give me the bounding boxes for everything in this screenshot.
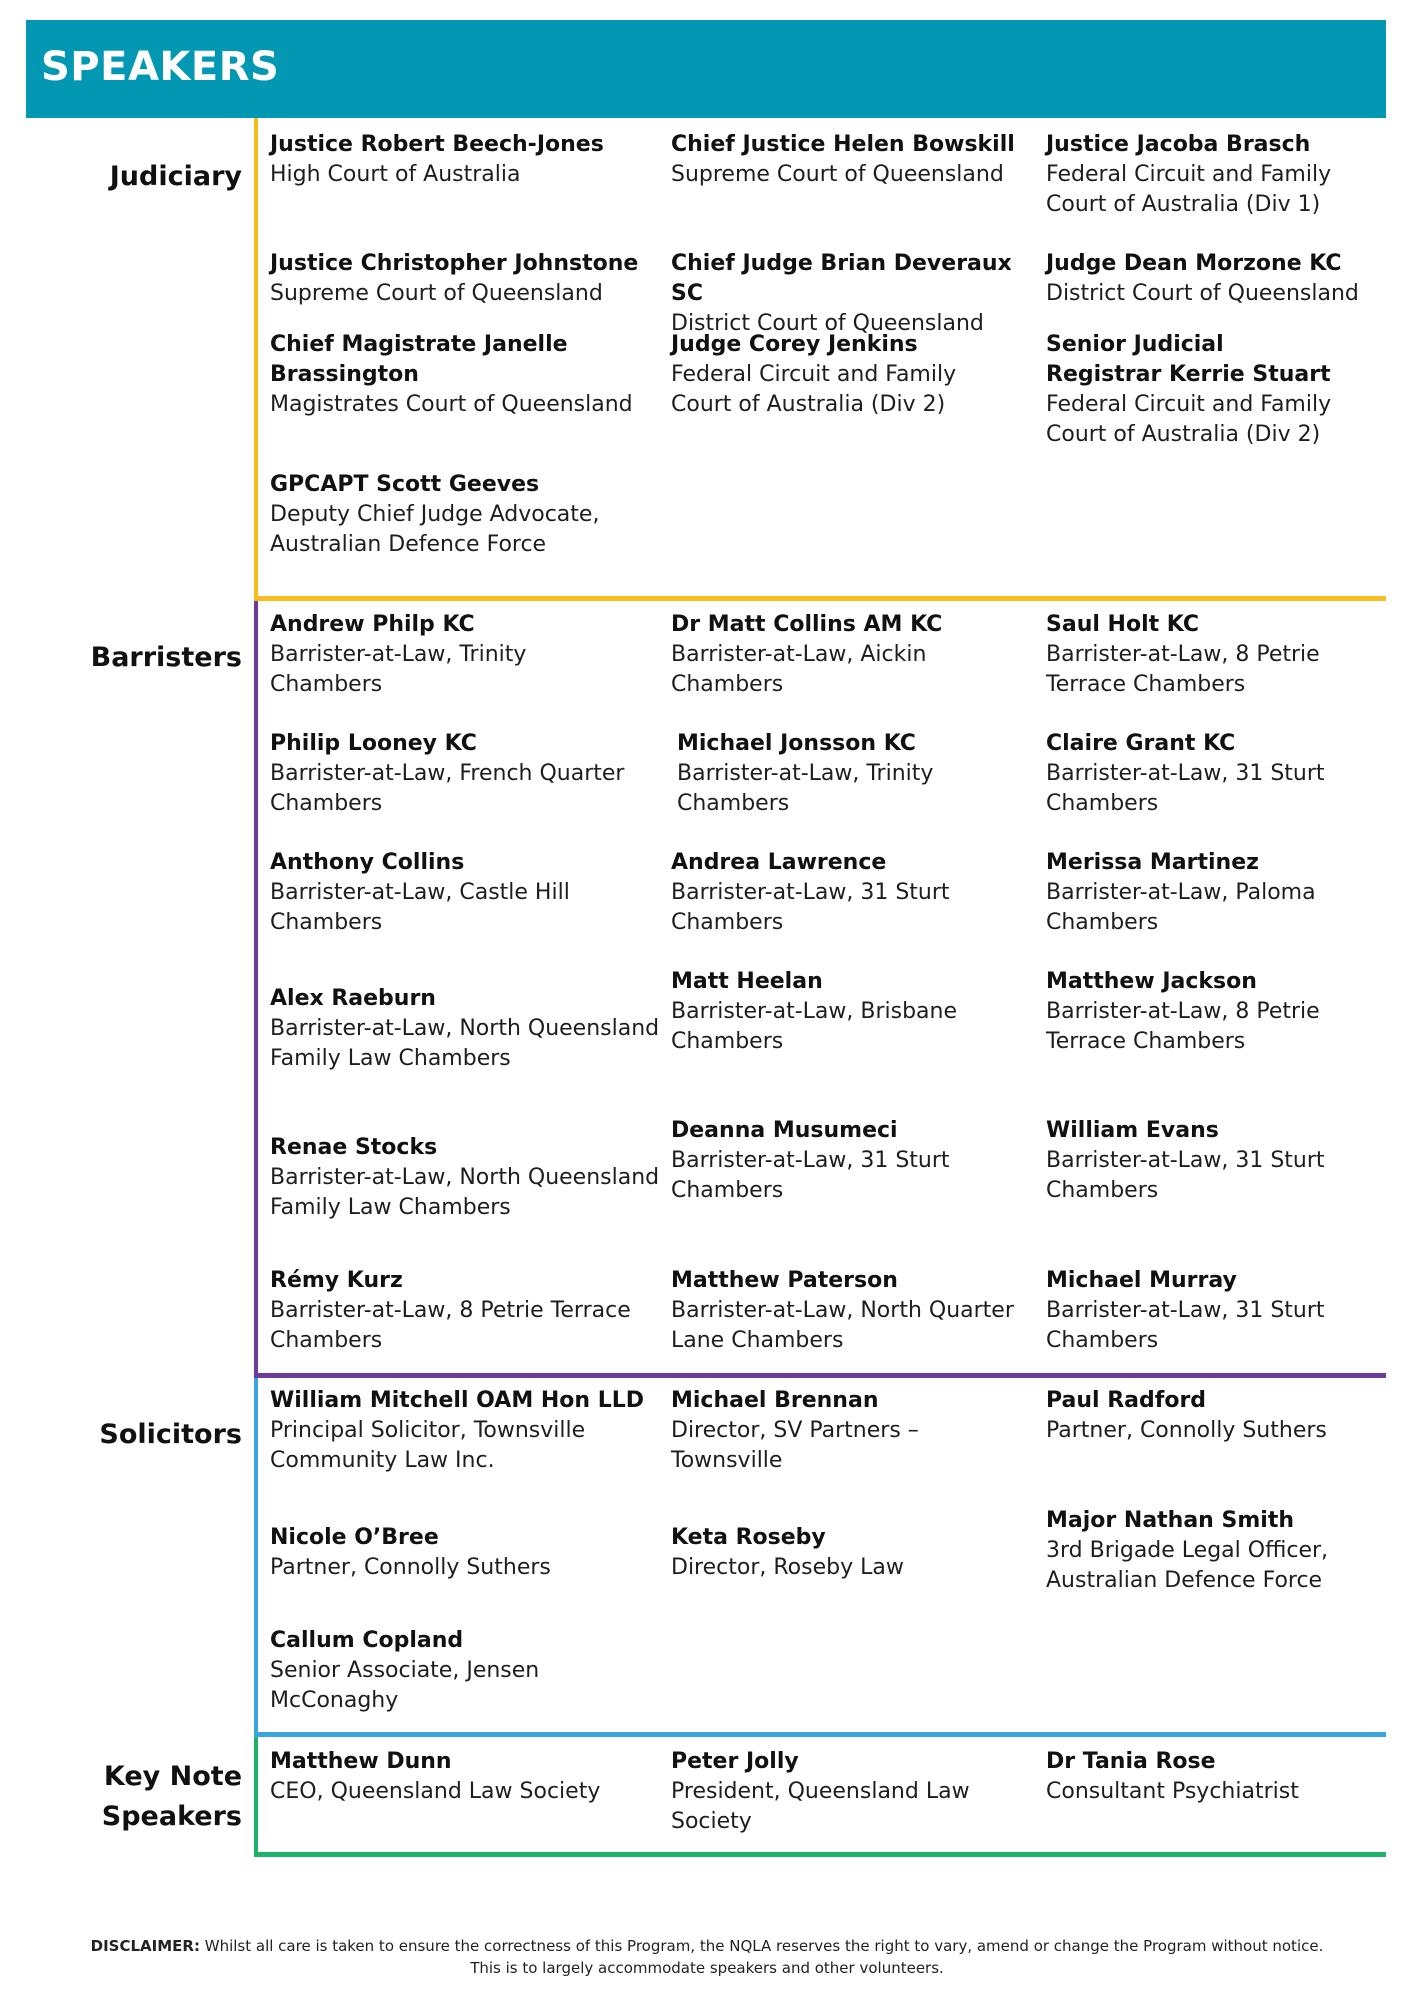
speaker-name: Alex Raeburn [270, 986, 436, 1011]
section-label-keynote-line2: Speakers [101, 1801, 242, 1832]
speaker-entry [270, 1523, 630, 1583]
speaker-entry [671, 1266, 1041, 1356]
judiciary-bottom-rule [254, 596, 1386, 601]
speaker-role: Barrister-at-Law, 31 Sturt Chambers [1046, 1148, 1325, 1203]
speaker-name: Dr Matt Collins AM KC [671, 612, 943, 637]
speaker-role: Barrister-at-Law, Trinity Chambers [270, 642, 527, 697]
keynote-bottom-rule [254, 1852, 1386, 1857]
speaker-role: High Court of Australia [270, 162, 521, 187]
speaker-role: Barrister-at-Law, 8 Petrie Terrace Chambers [1046, 999, 1320, 1054]
speaker-entry [270, 984, 660, 1074]
speaker-entry [671, 610, 971, 700]
speaker-role: Barrister-at-Law, 31 Sturt Chambers [671, 880, 950, 935]
speaker-entry [1046, 249, 1386, 309]
speaker-name: Anthony Collins [270, 850, 465, 875]
speaker-entry [270, 1626, 570, 1716]
speaker-name: Dr Tania Rose [1046, 1749, 1216, 1774]
speaker-role: Barrister-at-Law, 8 Petrie Terrace Chambers [270, 1298, 631, 1353]
speaker-name: Nicole O’Bree [270, 1525, 439, 1550]
speaker-name: Philip Looney KC [270, 731, 477, 756]
speaker-entry [270, 249, 665, 309]
speaker-entry [671, 967, 971, 1057]
speaker-entry [671, 249, 1041, 339]
speaker-name: Matthew Dunn [270, 1749, 452, 1774]
speaker-name: Keta Roseby [671, 1525, 826, 1550]
barristers-vertical-rule [254, 601, 258, 1376]
speaker-name: Andrea Lawrence [671, 850, 887, 875]
speaker-role: Federal Circuit and Family Court of Australia (Div 2) [671, 362, 957, 417]
speaker-entry [671, 1386, 971, 1476]
speaker-role: Barrister-at-Law, Brisbane Chambers [671, 999, 957, 1054]
speaker-name: Matthew Jackson [1046, 969, 1257, 994]
speaker-name: GPCAPT Scott Geeves [270, 472, 540, 497]
section-label-judiciary: Judiciary [109, 161, 242, 192]
speaker-entry [1046, 1506, 1356, 1596]
speaker-role: CEO, Queensland Law Society [270, 1779, 601, 1804]
speaker-name: Major Nathan Smith [1046, 1508, 1294, 1533]
speaker-role: Deputy Chief Judge Advocate, Australian Defence Force [270, 502, 600, 557]
speaker-entry [1046, 967, 1346, 1057]
speaker-role: Barrister-at-Law, Castle Hill Chambers [270, 880, 570, 935]
speaker-entry [1046, 1266, 1346, 1356]
speaker-entry [671, 330, 971, 420]
keynote-vertical-rule [254, 1737, 258, 1856]
speaker-name: Peter Jolly [671, 1749, 799, 1774]
speaker-role: Partner, Connolly Suthers [1046, 1418, 1327, 1443]
speaker-role: Magistrates Court of Queensland [270, 392, 633, 417]
disclaimer-line-2: This is to largely accommodate speakers and other volunteers. [470, 1959, 944, 1977]
speaker-role: Barrister-at-Law, 31 Sturt Chambers [1046, 1298, 1325, 1353]
solicitors-bottom-rule [254, 1732, 1386, 1737]
speaker-role: Barrister-at-Law, North Queensland Family Law Chambers [270, 1016, 660, 1071]
section-label-solicitors: Solicitors [99, 1419, 242, 1450]
speaker-entry [270, 848, 590, 938]
speaker-entry [1046, 1747, 1376, 1807]
disclaimer-line-1 [40, 1935, 1374, 1957]
barristers-bottom-rule [254, 1373, 1386, 1378]
speaker-name: Paul Radford [1046, 1388, 1207, 1413]
speaker-name: Saul Holt KC [1046, 612, 1200, 637]
disclaimer [40, 1935, 1374, 1979]
solicitors-vertical-rule [254, 1378, 258, 1736]
speaker-name: Michael Jonsson KC [677, 731, 916, 756]
speaker-entry [270, 130, 650, 190]
speaker-name: Merissa Martinez [1046, 850, 1259, 875]
speaker-name: Deanna Musumeci [671, 1118, 898, 1143]
judiciary-vertical-rule [254, 118, 258, 599]
speaker-name: Justice Robert Beech-Jones [270, 132, 604, 157]
speaker-name: Rémy Kurz [270, 1268, 403, 1293]
speaker-role: Barrister-at-Law, North Queensland Family Law Chambers [270, 1165, 660, 1220]
speaker-name: Matt Heelan [671, 969, 823, 994]
speaker-name: Chief Justice Helen Bowskill [671, 132, 1015, 157]
speaker-entry [270, 1133, 660, 1223]
speaker-role: Principal Solicitor, Townsville Community Law Inc. [270, 1418, 586, 1473]
speaker-role: Barrister-at-Law, French Quarter Chambers [270, 761, 625, 816]
speaker-role: Federal Circuit and Family Court of Australia (Div 1) [1046, 162, 1332, 217]
speaker-entry [677, 729, 977, 819]
speaker-name: Judge Corey Jenkins [671, 332, 918, 357]
speaker-entry [270, 729, 650, 819]
speaker-entry [1046, 1386, 1376, 1446]
speaker-entry [671, 1523, 971, 1583]
speaker-role: 3rd Brigade Legal Officer, Australian Defence Force [1046, 1538, 1329, 1593]
section-label-keynote-line1: Key Note [103, 1761, 242, 1792]
speaker-entry [671, 1747, 991, 1837]
speaker-name: Chief Magistrate Janelle Brassington [270, 332, 568, 387]
speaker-name: William Mitchell OAM Hon LLD [270, 1388, 645, 1413]
speaker-role: Partner, Connolly Suthers [270, 1555, 551, 1580]
speaker-role: Federal Circuit and Family Court of Australia (Div 2) [1046, 392, 1332, 447]
speaker-entry [270, 1386, 660, 1476]
speaker-name: Justice Jacoba Brasch [1046, 132, 1311, 157]
speaker-name: Callum Copland [270, 1628, 464, 1653]
speaker-role: Director, SV Partners – Townsville [671, 1418, 919, 1473]
speaker-entry [270, 610, 590, 700]
header-banner [26, 20, 1386, 118]
speaker-role: Consultant Psychiatrist [1046, 1779, 1299, 1804]
speaker-name: Michael Murray [1046, 1268, 1237, 1293]
speaker-role: District Court of Queensland [671, 311, 984, 336]
speaker-entry [1046, 729, 1346, 819]
speaker-entry [1046, 130, 1336, 220]
speaker-name: Judge Dean Morzone KC [1046, 251, 1342, 276]
speaker-entry [1046, 330, 1346, 450]
page-title: SPEAKERS [41, 44, 280, 90]
section-label-barristers: Barristers [90, 642, 242, 673]
speaker-role: Barrister-at-Law, North Quarter Lane Chambers [671, 1298, 1014, 1353]
speaker-entry [1046, 610, 1346, 700]
speaker-role: District Court of Queensland [1046, 281, 1359, 306]
speaker-role: Barrister-at-Law, Aickin Chambers [671, 642, 927, 697]
speaker-entry [270, 330, 650, 420]
speaker-entry [270, 1266, 660, 1356]
speaker-role: Barrister-at-Law, Trinity Chambers [677, 761, 934, 816]
speaker-entry [1046, 1116, 1346, 1206]
speaker-entry [671, 130, 1031, 190]
speaker-role: Barrister-at-Law, 31 Sturt Chambers [1046, 761, 1325, 816]
speaker-name: Chief Judge Brian Deveraux SC [671, 251, 1012, 306]
speaker-name: Matthew Paterson [671, 1268, 898, 1293]
speaker-role: Supreme Court of Queensland [671, 162, 1004, 187]
speaker-entry [671, 848, 971, 938]
speaker-role: Barrister-at-Law, 8 Petrie Terrace Chambers [1046, 642, 1320, 697]
section-label-keynote [102, 1757, 242, 1837]
speaker-entry [671, 1116, 971, 1206]
speaker-role: President, Queensland Law Society [671, 1779, 970, 1834]
speaker-entry [1046, 848, 1346, 938]
speaker-name: Justice Christopher Johnstone [270, 251, 639, 276]
speaker-name: Michael Brennan [671, 1388, 879, 1413]
disclaimer-text: Whilst all care is taken to ensure the correctness of this Program, the NQLA reserves the right to vary, amend or change the Program without notice. [204, 1937, 1324, 1955]
speaker-name: Andrew Philp KC [270, 612, 475, 637]
speaker-name: Renae Stocks [270, 1135, 438, 1160]
speaker-role: Barrister-at-Law, Paloma Chambers [1046, 880, 1316, 935]
speaker-role: Director, Roseby Law [671, 1555, 904, 1580]
speaker-name: Claire Grant KC [1046, 731, 1236, 756]
speaker-entry [270, 1747, 650, 1807]
speaker-entry [270, 470, 630, 560]
speaker-role: Senior Associate, Jensen McConaghy [270, 1658, 540, 1713]
speaker-role: Supreme Court of Queensland [270, 281, 603, 306]
speaker-name: William Evans [1046, 1118, 1219, 1143]
speaker-name: Senior Judicial Registrar Kerrie Stuart [1046, 332, 1331, 387]
disclaimer-label: DISCLAIMER: [90, 1937, 200, 1955]
speaker-role: Barrister-at-Law, 31 Sturt Chambers [671, 1148, 950, 1203]
